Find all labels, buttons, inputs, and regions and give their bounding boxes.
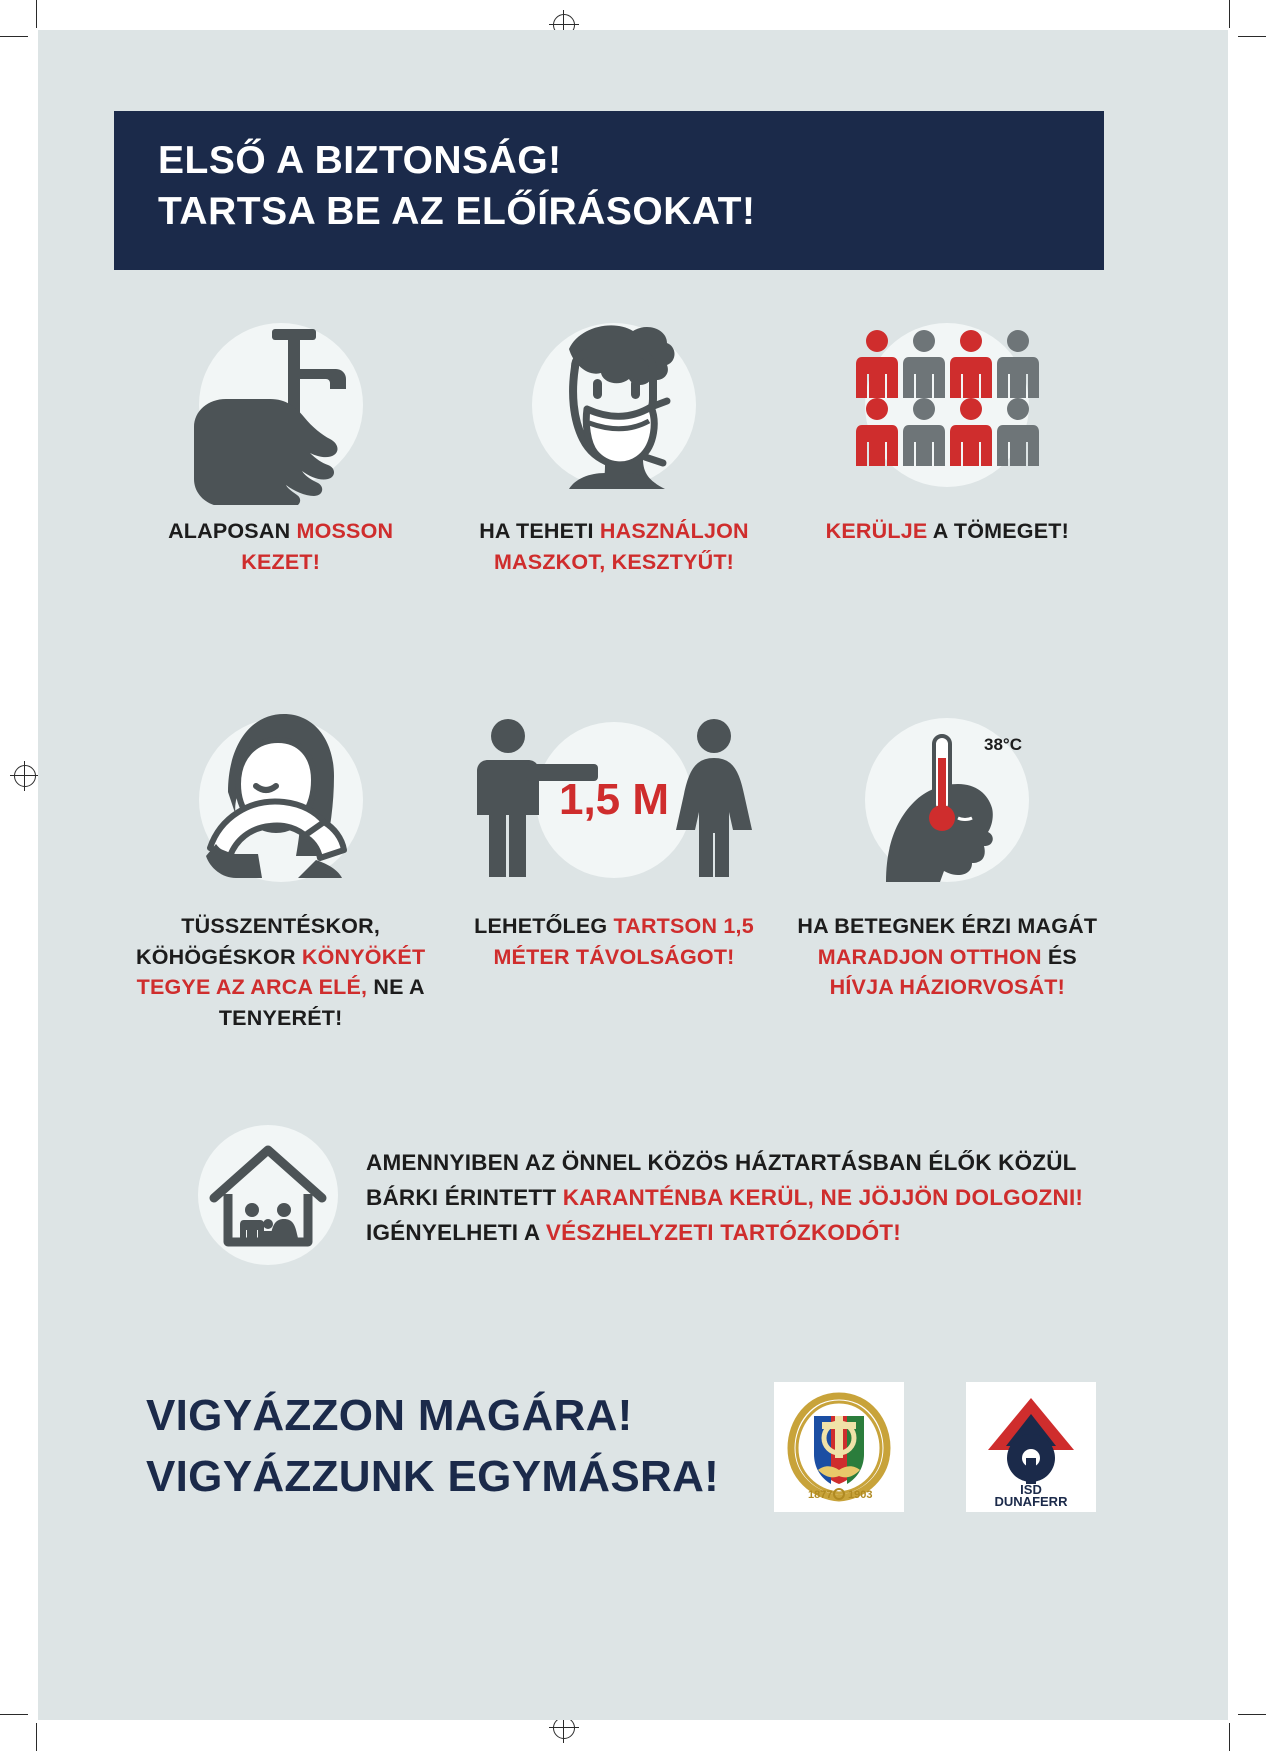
household-notice <box>188 1118 1148 1278</box>
face-mask-icon <box>447 300 780 510</box>
caption-text: TÜSSZENTÉSKOR, KÖHÖGÉSKOR <box>136 914 381 969</box>
advice-tile-crowd <box>781 300 1114 510</box>
caption-text-accent: HASZNÁLJON MASZKOT, KESZTYŰT! <box>493 519 749 574</box>
handwash-icon <box>114 300 447 510</box>
footer <box>146 1382 1146 1512</box>
caption-text: NE A TENYERÉT! <box>218 975 425 1030</box>
caption-text-accent: TARTSON 1,5 MÉTER TÁVOLSÁGOT! <box>493 914 754 969</box>
crop-mark <box>36 1723 37 1751</box>
advice-row-1 <box>114 300 1114 510</box>
caption-handwash <box>114 516 447 577</box>
household-text-accent: VÉSZHELYZETI TARTÓZKODÓT! <box>545 1219 901 1245</box>
crowd-icon <box>781 300 1114 510</box>
crop-mark <box>1229 0 1230 28</box>
caption-text-accent: KERÜLJE <box>825 519 933 543</box>
isd-logo-line2: DUNAFERR <box>994 1494 1068 1508</box>
caption-text-accent: HÍVJA HÁZIORVOSÁT! <box>829 975 1065 1000</box>
caption-distance <box>447 911 780 1033</box>
advice-row-2 <box>114 695 1114 905</box>
crest-year-left: 1877 <box>808 1489 833 1501</box>
fever-thermometer-icon <box>781 695 1114 905</box>
caption-sneeze <box>114 911 447 1033</box>
crop-mark <box>36 0 37 28</box>
household-text-accent: KARANTÉNBA KERÜL, NE JÖJJÖN DOLGOZNI! <box>562 1184 1084 1210</box>
advice-tile-distance <box>447 695 780 905</box>
caption-crowd <box>781 516 1114 577</box>
household-text <box>366 1118 1148 1251</box>
advice-tile-sneeze <box>114 695 447 905</box>
isd-logo-line1: ISD <box>1020 1482 1042 1497</box>
header-banner <box>114 111 1104 270</box>
header-title-line1: ELSŐ A BIZTONSÁG! <box>158 139 562 182</box>
poster-canvas <box>38 30 1228 1720</box>
registration-mark-left <box>14 765 36 787</box>
caption-text: LEHETŐLEG <box>474 914 614 939</box>
caption-text: ALAPOSAN <box>168 519 297 543</box>
registration-mark-bottom <box>553 1717 575 1739</box>
isd-dunaferr-logo <box>966 1382 1096 1512</box>
header-title-line2: TARTSA BE AZ ELŐÍRÁSOKAT! <box>158 190 756 234</box>
caption-text: A TÖMEGET! <box>932 519 1069 543</box>
crop-mark <box>1238 1714 1266 1715</box>
crop-mark <box>1229 1723 1230 1751</box>
household-text-part: AMENNYIBEN AZ ÖNNEL KÖZÖS HÁZTARTÁSBAN ÉLŐK KÖZÜL BÁRKI ÉRINTETT <box>366 1150 1077 1210</box>
family-house-icon <box>188 1118 348 1278</box>
caption-text: HA TEHETI <box>479 519 600 543</box>
caption-text: HA BETEGNEK ÉRZI MAGÁT <box>797 914 1098 939</box>
advice-captions-2 <box>114 911 1114 1033</box>
crop-mark <box>0 1714 28 1715</box>
advice-tile-handwash <box>114 300 447 510</box>
footer-slogan <box>146 1386 719 1507</box>
caption-fever <box>781 911 1114 1033</box>
temperature-label: 38°C <box>984 735 1023 755</box>
household-text-part: IGÉNYELHETI A <box>366 1219 546 1245</box>
advice-grid <box>114 300 1114 1033</box>
caption-text-accent: MARADJON OTTHON <box>817 944 1048 969</box>
advice-tile-fever <box>781 695 1114 905</box>
social-distance-icon <box>447 695 780 905</box>
dunaferr-crest-logo <box>774 1382 904 1512</box>
advice-tile-mask <box>447 300 780 510</box>
crop-mark <box>1238 36 1266 37</box>
crop-mark <box>0 36 28 37</box>
advice-captions-1 <box>114 516 1114 577</box>
crest-year-right: 1903 <box>848 1489 873 1501</box>
caption-text-accent: KÖNYÖKÉT TEGYE AZ ARCA ELÉ, <box>136 944 426 1000</box>
distance-label: 1,5 M <box>558 775 670 825</box>
footer-slogan-line1: VIGYÁZZON MAGÁRA! <box>146 1391 633 1441</box>
caption-mask <box>447 516 780 577</box>
sneeze-into-elbow-icon <box>114 695 447 905</box>
footer-slogan-line2: VIGYÁZZUNK EGYMÁSRA! <box>146 1452 720 1501</box>
caption-text-accent: MOSSON KEZET! <box>241 519 394 574</box>
caption-text: ÉS <box>1047 944 1077 969</box>
footer-logos <box>774 1382 1146 1512</box>
